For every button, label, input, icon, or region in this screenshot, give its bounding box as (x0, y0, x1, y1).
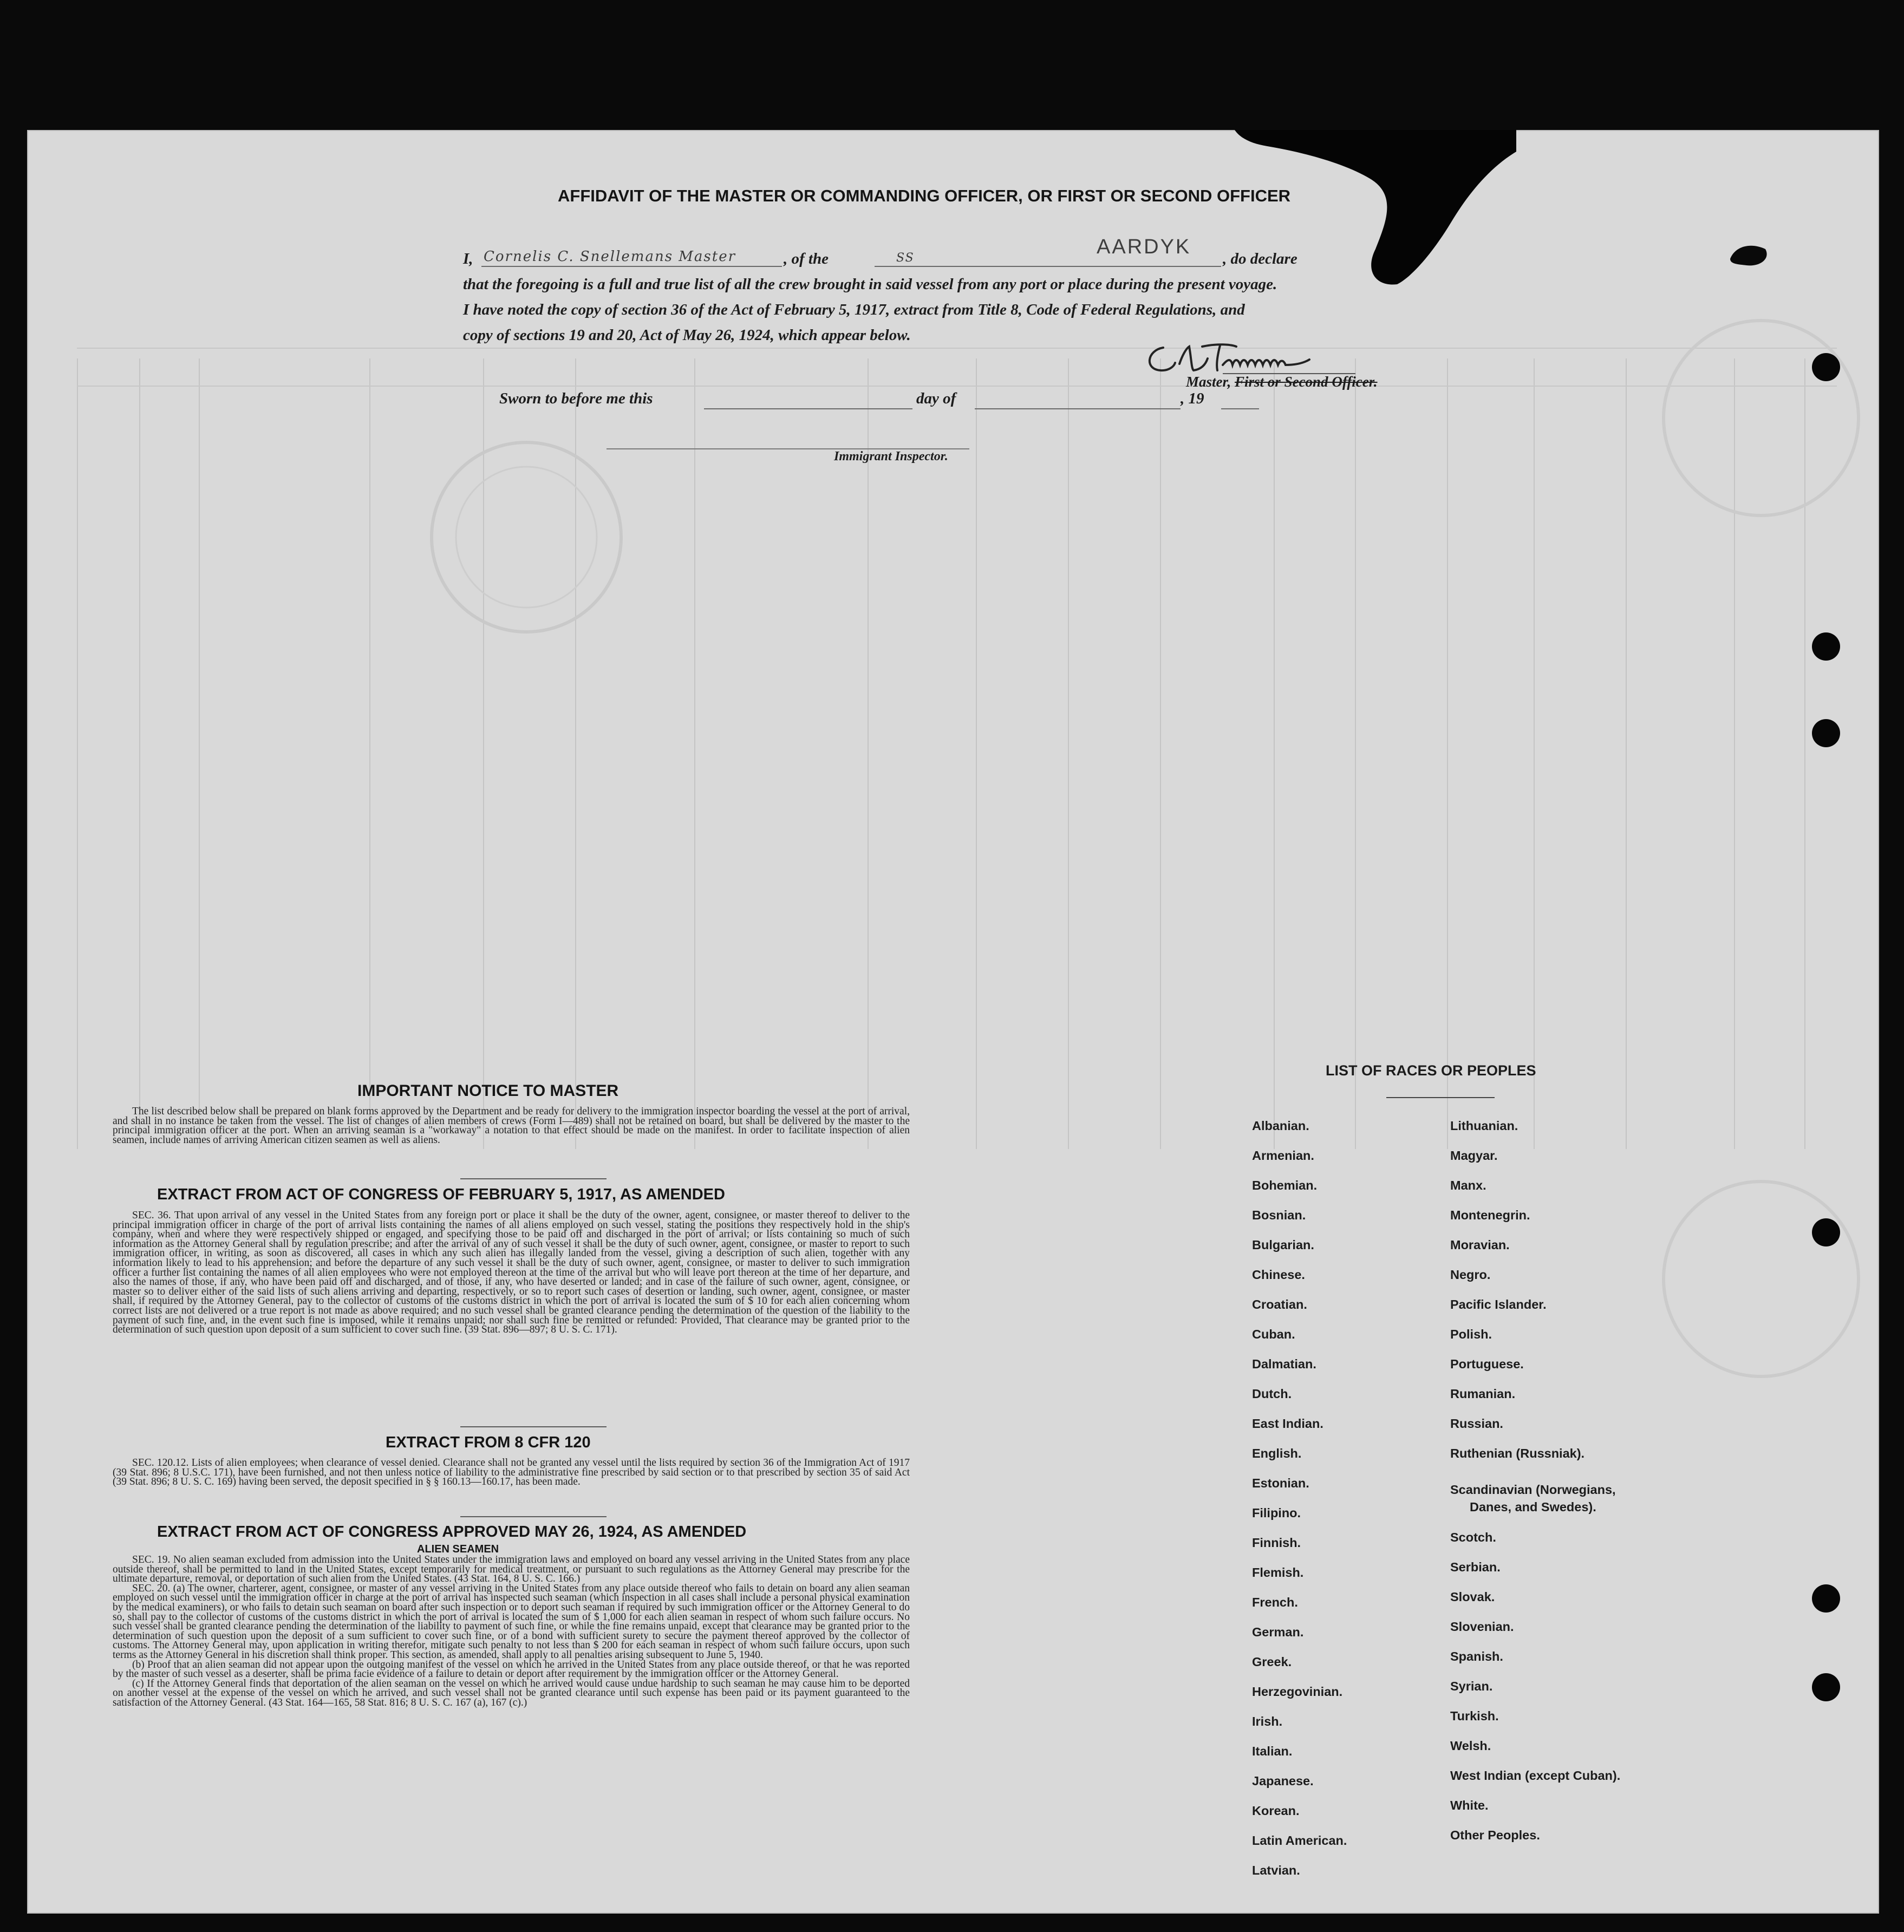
race-item: Latin American. (1252, 1833, 1347, 1848)
section-divider (460, 1516, 607, 1517)
affidavit-line-4: copy of sections 19 and 20, Act of May 26, 1924, which appear below. (463, 327, 911, 344)
act-1917-title: EXTRACT FROM ACT OF CONGRESS OF FEBRUARY 5, 1917, AS AMENDED (157, 1186, 725, 1203)
notice-title: IMPORTANT NOTICE TO MASTER (357, 1082, 619, 1100)
binding-hole-icon (1812, 719, 1840, 747)
bleed-rule (1068, 358, 1069, 1149)
race-item: Magyar. (1450, 1148, 1498, 1163)
day-of-text: day of (916, 390, 956, 407)
affidavit-of-the: , of the (784, 250, 829, 267)
affidavit-line-2: that the foregoing is a full and true list of all the crew brought in said vessel from any port or place during the present voyage. (463, 276, 1277, 293)
race-item: Cuban. (1252, 1327, 1295, 1341)
affidavit-prefix: I, (463, 250, 473, 267)
race-item: Rumanian. (1450, 1387, 1516, 1401)
name-fill-line (481, 266, 782, 267)
bleed-rule (1355, 358, 1356, 1149)
race-item: Italian. (1252, 1744, 1293, 1758)
master-signature-icon (1142, 337, 1358, 379)
struck-officer-label: First or Second Officer. (1235, 374, 1378, 390)
race-item: Welsh. (1450, 1739, 1491, 1753)
race-item: Dutch. (1252, 1387, 1292, 1401)
race-item: Armenian. (1252, 1148, 1314, 1163)
race-item: Slovak. (1450, 1590, 1495, 1604)
bleed-rule (868, 358, 869, 1149)
race-item: Portuguese. (1450, 1357, 1524, 1371)
race-item: Slovenian. (1450, 1620, 1514, 1634)
bleed-rule (199, 358, 200, 1149)
cfr-body (113, 1458, 910, 1487)
races-title-rule (1386, 1097, 1495, 1098)
inspector-label: Immigrant Inspector. (834, 449, 948, 464)
act-1917-body (113, 1211, 910, 1335)
day-fill-line (975, 408, 1181, 409)
race-item: English. (1252, 1446, 1302, 1460)
race-item: Montenegrin. (1450, 1208, 1530, 1222)
race-item: Korean. (1252, 1804, 1300, 1818)
race-item: Syrian. (1450, 1679, 1493, 1693)
race-item: Manx. (1450, 1178, 1486, 1192)
race-item: French. (1252, 1595, 1298, 1609)
race-item: Russian. (1450, 1417, 1503, 1431)
race-item: Scotch. (1450, 1530, 1496, 1544)
race-item: Turkish. (1450, 1709, 1499, 1723)
affidavit-title: AFFIDAVIT OF THE MASTER OR COMMANDING OFFICER, OR FIRST OR SECOND OFFICER (558, 186, 1291, 205)
sec-36-paragraph: SEC. 36. That upon arrival of any vessel in the United States from any foreign port or place it shall be the duty of the owner, agent, consignee, or master thereof to deliver to the principal immigration officer in charge of the port of arrival lists containing the names of all aliens employed on such vessel, stating the positions they respectively hold in the ship's company, when and where they were respectively shipped or engaged, and specifying those to be paid off and discharged in the port of arrival; or lists containing so much of such information as the Attorney General shall by regulation prescribe; and after the arrival of any of such vessel it shall be the duty of such owner, agent, consignee, or master to report to such immigration officer, in writing, as soon as discovered, all cases in which any such alien has illegally landed from the vessel, giving a description of such alien, together with any information likely to lead to his apprehension; and before the departure of any such vessel it shall be the duty of such owner, agent, consignee, or master to deliver to such immigration officer a further list containing the names of all alien employees who were not employed thereon at the time of the arrival but who will leave port thereon at the time of her departure, and also the names of those, if any, who have been paid off and discharged, and of those, if any, who have deserted or landed; and in case of the failure of such owner, agent, consignee, or master so to deliver either of the said lists of such aliens arriving and departing, respectively, or so to report such cases of desertion or landing, such owner, agent, consignee, or master shall, if required by the Attorney General, pay to the collector of customs of the customs district in which the port of arrival is located the sum of $ 10 for each alien concerning whom correct lists are not delivered or a true report is not made as above required; and no such vessel shall be granted clearance pending the determination of the question of the liability to the payment of such fine, and, in the event such fine is imposed, while it remains unpaid; nor shall such fine be remitted or refunded: Provided, That clearance may be granted prior to the determination of such question upon deposit of a sum sufficient to cover such fine. (39 Stat. 896—897; 8 U. S. C. 171). (113, 1210, 910, 1336)
race-item: Estonian. (1252, 1476, 1309, 1490)
race-item-continued: Danes, and Swedes). (1470, 1500, 1596, 1514)
master-title-label (1186, 374, 1378, 390)
bleed-rule (77, 386, 1837, 387)
bleed-rule (1160, 358, 1161, 1149)
bleed-rule (1534, 358, 1535, 1149)
vessel-fill-line (875, 266, 1221, 267)
year-prefix: , 19 (1181, 390, 1204, 407)
race-item: German. (1252, 1625, 1304, 1639)
stamp-bleed-icon (1653, 310, 1869, 526)
race-item: Serbian. (1450, 1560, 1501, 1574)
binding-hole-icon (1812, 1218, 1840, 1246)
race-item: Other Peoples. (1450, 1828, 1540, 1842)
sec-120-paragraph: SEC. 120.12. Lists of alien employees; when clearance of vessel denied. Clearance shall not be granted any vessel until the lists required by section 36 of the Immigration Act of 1917 (39 Stat. 896; 8 U.S.C. 171), have been furnished, and not then unless notice of liability to the administrative fine prescribed by said section or to that prescribed by section 35 of said Act (39 Stat. 896; 8 U. S. C. 169) having been served, the deposit specified in § § 160.13—160.17, has been made. (113, 1457, 910, 1488)
race-item: Albanian. (1252, 1119, 1309, 1133)
binding-hole-icon (1812, 353, 1840, 381)
race-item: Flemish. (1252, 1565, 1304, 1579)
race-item: Dalmatian. (1252, 1357, 1316, 1371)
bleed-rule (1626, 358, 1627, 1149)
bleed-rule (369, 358, 370, 1149)
race-item: Ruthenian (Russniak). (1450, 1446, 1585, 1460)
sec-20a-paragraph: SEC. 20. (a) The owner, charterer, agent, consignee, or master of any vessel arriving in the United States from any place outside thereof who fails to detain on board any alien seaman employed on such vessel until the immigration officer in charge at the port of arrival has inspected such seaman (which inspection in all cases shall include a personal physical examination by the medical examiners), or who fails to detain such seaman on board after such inspection or to deport such seaman if required by such immigration officer or the Attorney General to do so, shall pay to the collector of customs of the customs district in which the port of arrival is located the sum of $ 1,000 for each alien seaman in respect of whom such failure occurs. No such vessel shall be granted clearance pending the determination of the liability to payment of such fine, or while the fine remains unpaid, except that clearance may be granted prior to the determination of such question upon the deposit of a sum sufficient to cover such fine, or of a bond with sufficient surety to secure the payment thereof approved by the collector of customs. The Attorney General may, upon application in writing therefor, mitigate such penalty to not less than $ 200 for each seaman in respect of whom such failure occurs, upon such terms as the Attorney General in his discretion shall think proper. This section, as amended, shall apply to all penalties arising subsequent to June 5, 1940. (113, 1582, 910, 1661)
bleed-rule (77, 358, 78, 1149)
bleed-rule (1274, 358, 1275, 1149)
race-item: Filipino. (1252, 1506, 1301, 1520)
act-1924-body (113, 1555, 910, 1708)
sworn-text: Sworn to before me this (499, 390, 653, 407)
race-item: Scandinavian (Norwegians, (1450, 1483, 1616, 1497)
race-item: Lithuanian. (1450, 1119, 1518, 1133)
master-name-handwritten: Cornelis C. Snellemans Master (484, 249, 736, 265)
bleed-rule (139, 358, 140, 1149)
notice-body (113, 1107, 910, 1145)
race-item: Bosnian. (1252, 1208, 1306, 1222)
race-item: White. (1450, 1798, 1489, 1812)
race-item: Greek. (1252, 1655, 1292, 1669)
race-item: Pacific Islander. (1450, 1297, 1547, 1311)
race-item: Chinese. (1252, 1268, 1305, 1282)
stamp-bleed-icon (423, 434, 629, 640)
vessel-name-stamp: AARDYK (1097, 236, 1191, 258)
section-divider (460, 1426, 607, 1427)
sec-19-paragraph: SEC. 19. No alien seaman excluded from admission into the United States under the immigration laws and employed on board any vessel arriving in the United States from any place outside thereof, shall be permitted to land in the United States, except temporarily for medical treatment, or pursuant to such regulations as the Attorney General may prescribe for the ultimate departure, removal, or deportation of such alien from the United States. (43 Stat. 164, 8 U. S. C. 166.) (113, 1554, 910, 1585)
race-item: East Indian. (1252, 1417, 1323, 1431)
race-item: Latvian. (1252, 1863, 1300, 1877)
races-title: LIST OF RACES OR PEOPLES (1326, 1062, 1536, 1079)
race-item: Irish. (1252, 1714, 1283, 1728)
race-item: West Indian (except Cuban). (1450, 1768, 1621, 1783)
race-item: Bulgarian. (1252, 1238, 1314, 1252)
vessel-prefix-handwritten: SS (896, 251, 915, 265)
race-item: Herzegovinian. (1252, 1685, 1343, 1699)
affidavit-block (463, 236, 1443, 348)
act-1924-title: EXTRACT FROM ACT OF CONGRESS APPROVED MAY 26, 1924, AS AMENDED (157, 1523, 747, 1541)
bleed-rule (976, 358, 977, 1149)
binding-hole-icon (1812, 1673, 1840, 1701)
year-fill-line (1221, 408, 1259, 409)
race-item: Bohemian. (1252, 1178, 1318, 1192)
ink-blot-icon (1727, 243, 1771, 270)
sec-20c-paragraph: (c) If the Attorney General finds that deportation of the alien seaman on the vessel on which he arrived would cause undue hardship to such seaman he may cause him to be deported on another vessel at the expense of the vessel on which he arrived, and such vessel shall not be granted clearance until such expense has been paid or its payment guaranteed to the satisfaction of the Attorney General. (43 Stat. 164—165, 58 Stat. 816; 8 U. S. C. 167 (a), 167 (c).) (113, 1678, 910, 1708)
race-item: Spanish. (1450, 1649, 1503, 1663)
affidavit-line-3: I have noted the copy of section 36 of the Act of February 5, 1917, extract from Title 8, Code of Federal Regulations, and (463, 301, 1245, 318)
section-divider (460, 1178, 607, 1179)
binding-hole-icon (1812, 1584, 1840, 1613)
bleed-rule (1447, 358, 1448, 1149)
binding-hole-icon (1812, 632, 1840, 661)
sworn-fill-line (704, 408, 912, 409)
race-item: Moravian. (1450, 1238, 1510, 1252)
race-item: Polish. (1450, 1327, 1492, 1341)
race-item: Negro. (1450, 1268, 1491, 1282)
notice-paragraph: The list described below shall be prepared on blank forms approved by the Department and be ready for delivery to the immigration inspector boarding the vessel at the port of arrival, and shall in no instance be taken from the vessel. The list of changes of alien members of crews (Form I—489) shall not be retained on board, but shall be delivered by the master to the principal immigration officer at the port. When an arriving seaman is a "workaway" a notation to that effect should be made on the manifest. In order to facilitate inspection of alien seamen, include names of arriving American citizen seamen as well as aliens. (113, 1106, 910, 1146)
race-item: Croatian. (1252, 1297, 1307, 1311)
stamp-bleed-icon (1653, 1171, 1869, 1387)
alien-seamen-subtitle: ALIEN SEAMEN (417, 1543, 499, 1555)
race-item: Japanese. (1252, 1774, 1314, 1788)
affidavit-line-1 (463, 236, 1443, 272)
bleed-rule (694, 358, 695, 1149)
race-item: Finnish. (1252, 1536, 1301, 1550)
affidavit-do-declare: , do declare (1223, 250, 1297, 267)
sec-20b-paragraph: (b) Proof that an alien seaman did not appear upon the outgoing manifest of the vessel on which he arrived in the United States from any place outside thereof, or that he was reported by the master of such vessel as a deserter, shall be prima facie evidence of a failure to detain or deport after requirement by the immigration officer or the Attorney General. (113, 1659, 910, 1680)
master-label: Master, (1186, 374, 1231, 390)
cfr-title: EXTRACT FROM 8 CFR 120 (386, 1434, 591, 1451)
